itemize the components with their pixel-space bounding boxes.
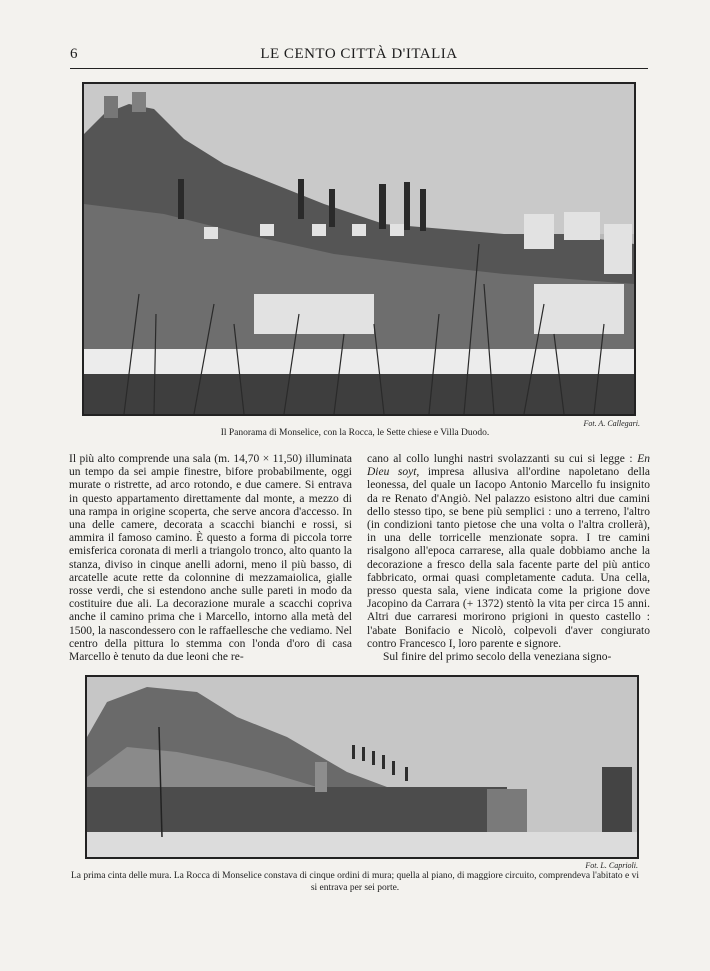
photo-caption: La prima cinta delle mura. La Rocca di Monselice constava di cinque ordini di mura; quella al piano, di maggiore circuito, comprendeva l'abitato e vi si entrava per sei porte.	[70, 871, 640, 893]
header-rule	[70, 68, 648, 69]
photo-credit: Fot. A. Callegari.	[583, 419, 640, 428]
body-paragraph: Il più alto comprende una sala (m. 14,70 × 11,50) illuminata un tempo da sei ampie finestre, bifore probabilmente, oggi murate o ristrette, ad arco rotondo, e due camere. Si entrava in questo appartamento direttamente dal monte, a mezzo di una rampa in origine scoperta, che serve ancora d'accesso. In una delle camere, decorata a scacchi bianchi e rossi, si ammira il famoso camino. È questo a forma di piccola torre emisferica coronata di merli a triangolo tronco, alto quanto la stanza, diviso in cinque anelli adorni, meno il più basso, di arcatelle acute rette da colonnine di mezzamaiolica, gialle rosse verdi, che si estendono anche sulle pareti in modo da costituire due ali. La decorazione murale a scacchi copriva anche il camino prima che i Marcello, intorno alla metà del 1500, la nascondessero con le raffaellesche che vediamo. Nel centro della pittura lo stemma con l'onda d'oro di casa Marcello è tenuto da due leoni che re-	[69, 453, 352, 664]
walls-photo	[85, 675, 639, 859]
text-run: cano al collo lunghi nastri svolazzanti su cui si legge :	[367, 453, 638, 465]
page-header	[70, 44, 648, 68]
running-title: LE CENTO CITTÀ D'ITALIA	[260, 46, 458, 62]
motto-text: En Dieu soyt,	[367, 453, 650, 479]
panorama-photo	[82, 82, 636, 416]
panorama-illustration	[84, 84, 634, 414]
body-paragraph	[367, 453, 650, 651]
text-column-left	[69, 453, 352, 664]
page-number: 6	[70, 46, 78, 62]
photo-credit: Fot. L. Caprioli.	[585, 861, 638, 870]
photo-caption: Il Panorama di Monselice, con la Rocca, le Sette chiese e Villa Duodo.	[220, 428, 490, 438]
walls-illustration	[87, 677, 637, 857]
text-column-right	[367, 453, 650, 664]
body-paragraph: Sul finire del primo secolo della veneziana signo-	[383, 651, 612, 664]
text-run: impresa allusiva all'ordine napoletano della leonessa, del quale un Iacopo Antonio Marcello fu insignito da re Renato d'Angiò. Nel palazzo esistono altri due camini dello stesso tipo, se bene più semplici : uno a terreno, l'altro (in condizioni tanto pietose che una volta o l'altra crollerà), in una delle torricelle menzionate sopra. I tre camini risalgono all'epoca carrarese, alla quale dobbiamo anche la decorazione a fresco della sala facente parte del più antico fabbricato, ormai quasi completamente caduta. Una cella, presso questa sala, viene indicata come la prigione dove Jacopino da Carrara (+ 1372) stentò la vita per circa 15 anni. Altri due carraresi morirono prigioni in questo castello : l'abate Bonifacio e Nicolò, colpevoli d'aver congiurato contro Francesco I, loro parente e signore.	[367, 466, 650, 650]
